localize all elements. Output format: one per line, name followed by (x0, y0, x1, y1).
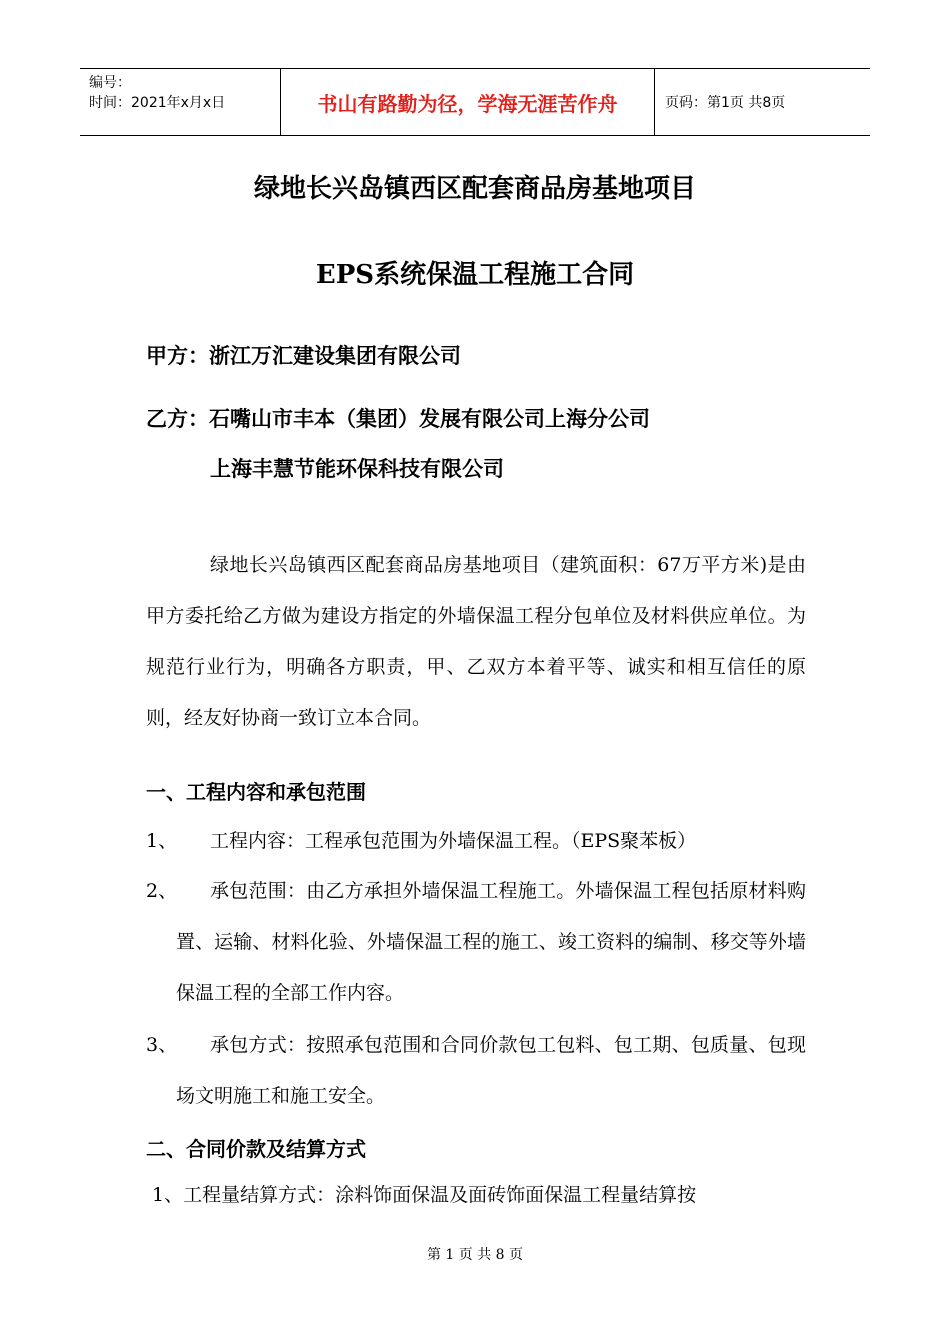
page-footer: 第 1 页 共 8 页 (426, 1247, 524, 1263)
party-b-line1: 乙方：石嘴山市丰本（集团）发展有限公司上海分公司 (146, 406, 650, 431)
list-item (146, 866, 806, 1019)
header-page-info: 页码：第1页 共8页 (665, 95, 786, 111)
header-motto: 书山有路勤为径，学海无涯苦作舟 (281, 69, 655, 135)
document-title-line2: EPS系统保温工程施工合同 (315, 260, 635, 290)
section2-first-line: 1、工程量结算方式：涂料饰面保温及面砖饰面保温工程量结算按 (152, 1184, 697, 1206)
header-left-cell (80, 69, 281, 135)
time-label: 时间：2021年x月x日 (89, 95, 226, 111)
number-label: 编号： (89, 75, 131, 91)
item-text: 工程内容：工程承包范围为外墙保温工程。（EPS聚苯板） (210, 830, 697, 852)
intro-paragraph: 绿地长兴岛镇西区配套商品房基地项目（建筑面积：67万平方米)是由甲方委托给乙方做为建设方指定的外墙保温工程分包单位及材料供应单位。为规范行业行为，明确各方职责，甲、乙双方本着平等、诚实和相互信任的原则，经友好协商一致订立本合同。 (146, 554, 806, 729)
section2-heading: 二、合同价款及结算方式 (146, 1137, 366, 1161)
item-text: 承包范围：由乙方承担外墙保温工程施工。外墙保温工程包括原材料购置、运输、材料化验、外墙保温工程的施工、竣工资料的编制、移交等外墙保温工程的全部工作内容。 (176, 880, 806, 1004)
party-a: 甲方：浙江万汇建设集团有限公司 (146, 343, 461, 368)
item-number: 3、 (146, 1034, 178, 1056)
item-number: 1、 (146, 830, 178, 852)
page-header (80, 68, 870, 136)
item-number: 2、 (146, 880, 178, 902)
list-item (146, 1020, 806, 1122)
party-b-line2: 上海丰慧节能环保科技有限公司 (210, 456, 504, 481)
document-title-line1: 绿地长兴岛镇西区配套商品房基地项目 (253, 174, 696, 204)
section1-heading: 一、工程内容和承包范围 (146, 780, 366, 804)
item-text: 承包方式：按照承包范围和合同价款包工包料、包工期、包质量、包现场文明施工和施工安全。 (176, 1034, 806, 1107)
list-item (146, 816, 806, 867)
